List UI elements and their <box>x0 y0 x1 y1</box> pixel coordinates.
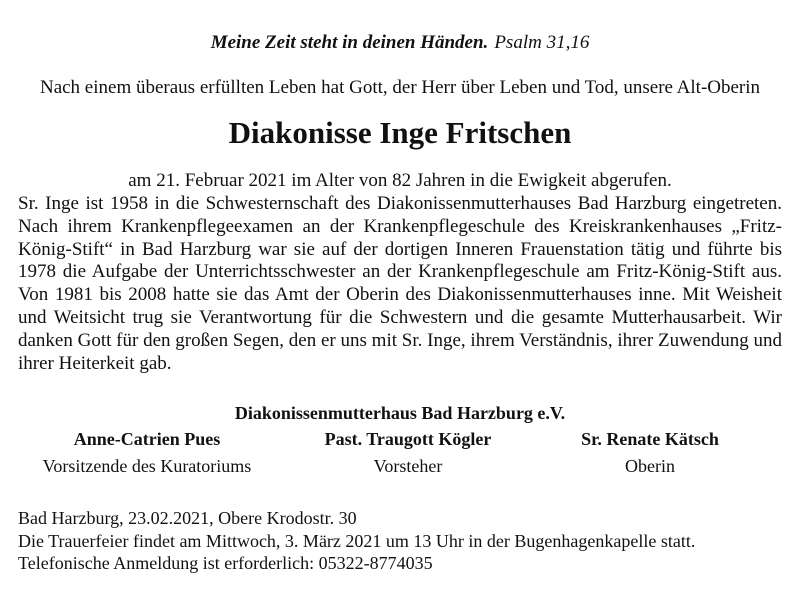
signatory-name: Anne-Catrien Pues <box>73 429 221 449</box>
biography-paragraph: Sr. Inge ist 1958 in die Schwesternschaft des Diakonissenmutterhauses Bad Harzburg eingetreten. Nach ihrem Krankenpflegeexamen an der Krankenpflegeschule des Kreiskrankenhauses „Fritz-König-Stift“ in Bad Harzburg war sie auf der dortigen Inneren Frauenstation tätig und führte bis 1978 die Aufgabe der Unterrichtsschwester an der Krankenpflegeschule am Fritz-König-Stift aus. Von 1981 bis 2008 hatte sie das Amt der Oberin des Diakonissenmutterhauses inne. Mit Weisheit und Weitsicht trug sie Verantwortung für die Schwestern und die gesamte Mutterhausarbeit. Wir danken Gott für den großen Segen, den er uns mit Sr. Inge, ihrem Verständnis, ihrer Zuwendung und ihrer Heiterkeit gab. <box>18 193 782 374</box>
deceased-name: Diakonisse Inge Fritschen <box>228 115 572 150</box>
signatory-role: Vorsitzende des Kuratoriums <box>42 456 252 476</box>
signatory-1 <box>12 428 282 477</box>
motto-line <box>0 31 800 55</box>
organization-name: Diakonissenmutterhaus Bad Harzburg e.V. <box>234 403 566 423</box>
footer-info <box>18 507 695 575</box>
death-notice: am 21. Februar 2021 im Alter von 82 Jahren in die Ewigkeit abgerufen. <box>128 170 672 191</box>
intro-text: Nach einem überaus erfüllten Leben hat Gott, der Herr über Leben und Tod, unsere Alt-Oberin <box>39 77 761 98</box>
signatory-2 <box>273 428 543 477</box>
signatory-name: Past. Traugott Kögler <box>324 429 492 449</box>
funeral-details: Die Trauerfeier findet am Mittwoch, 3. März 2021 um 13 Uhr in der Bugenhagenkapelle statt. <box>18 530 696 551</box>
signatory-role: Oberin <box>625 456 675 476</box>
place-and-date: Bad Harzburg, 23.02.2021, Obere Krodostr. 30 <box>18 508 357 528</box>
motto-reference: Psalm 31,16 <box>494 32 590 53</box>
signatory-name: Sr. Renate Kätsch <box>581 429 719 449</box>
phone-registration: Telefonische Anmeldung ist erforderlich: 05322-8774035 <box>18 553 433 573</box>
signatory-role: Vorsteher <box>373 456 443 476</box>
signatory-3 <box>515 428 785 477</box>
motto-verse: Meine Zeit steht in deinen Händen. <box>210 32 489 53</box>
